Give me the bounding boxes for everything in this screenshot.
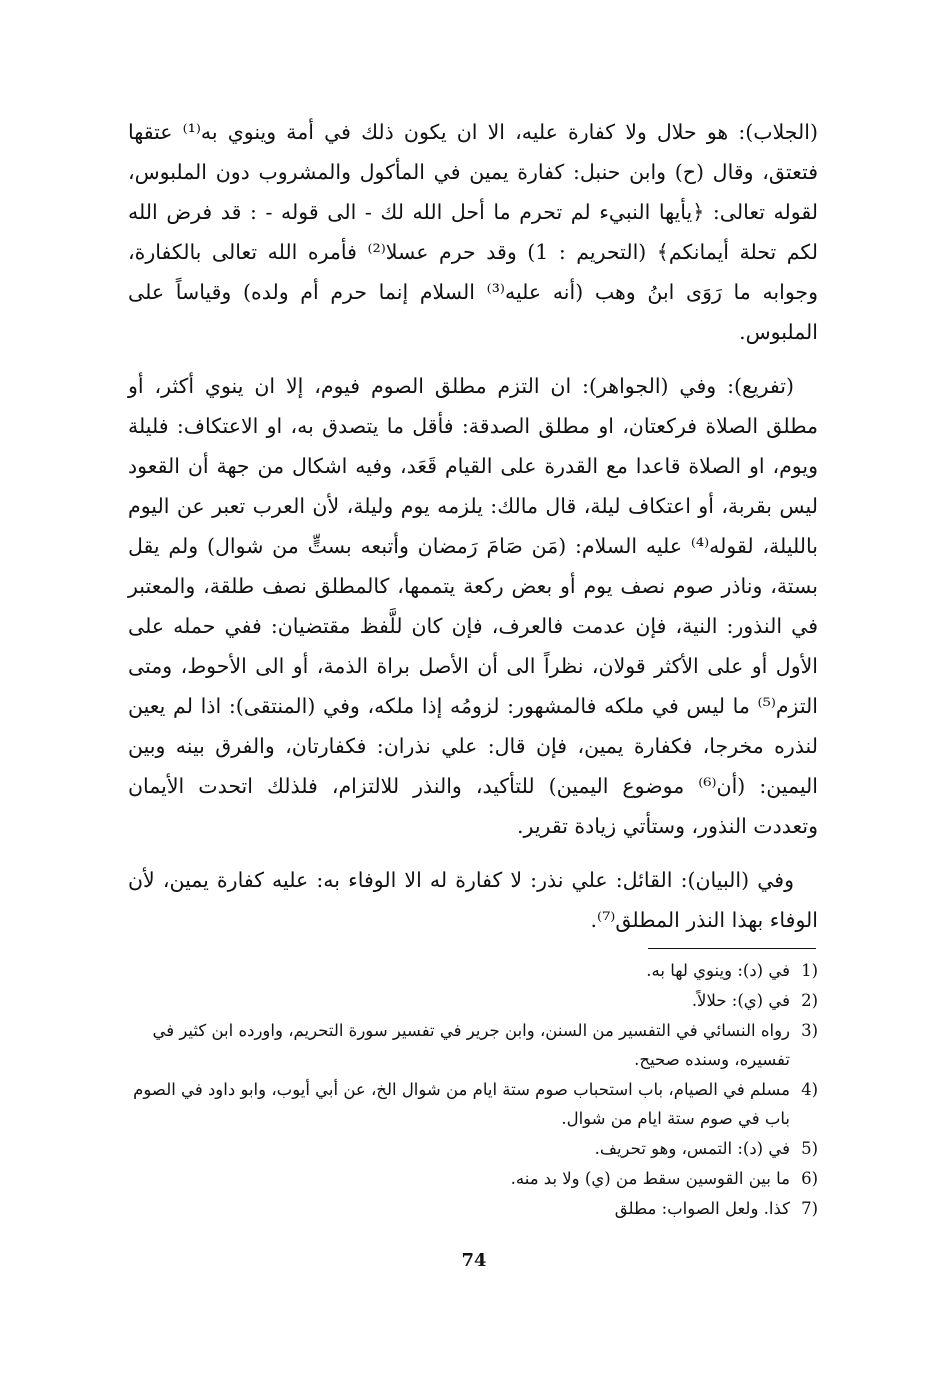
footnote-2 (112, 986, 818, 1015)
footnote-text: كذا. ولعل الصواب: مطلق (614, 1199, 790, 1218)
paragraph-jallab: (الجلاب): هو حلال ولا كفارة عليه، الا ان يكون ذلك في أمة وينوي به⁽¹⁾ عتقها فتعتق، وقال (ح) وابن حنبل: كفارة يمين في المأكول والمشروب دون الملبوس، لقوله تعالى: ﴿يأيها النبيء لم تحرم ما أحل الله لك - الى قوله - : قد فرض الله لكم تحلة أيمانكم﴾ (التحريم : 1) وقد حرم عسلا⁽²⁾ فأمره الله تعالى بالكفارة، وجوابه ما رَوَى ابنُ وهب (أنه عليه⁽³⁾ السلام إنما حرم أم ولده) وقياساً على الملبوس. (128, 120, 818, 344)
footnote-separator (648, 948, 816, 949)
paragraph-bayan: وفي (البيان): القائل: علي نذر: لا كفارة له الا الوفاء به: عليه كفارة يمين، لأن الوفاء بهذا النذر المطلق⁽⁷⁾. (128, 868, 818, 932)
footnote-number: (1 (801, 961, 818, 980)
footnote-number: (2 (801, 991, 818, 1010)
footnote-number: (7 (801, 1199, 818, 1218)
footnote-6 (112, 1164, 818, 1193)
footnote-number: (5 (801, 1139, 818, 1158)
main-text (128, 112, 818, 940)
footnote-5 (112, 1134, 818, 1163)
page-number: 74 (461, 1250, 487, 1271)
footnote-text: ما بين القوسين سقط من (ي) ولا بد منه. (510, 1169, 790, 1188)
footnote-text: في (د): وينوي لها به. (646, 961, 790, 980)
footnote-7 (112, 1194, 818, 1223)
paragraph-tafri: (تفريع): وفي (الجواهر): ان التزم مطلق الصوم فيوم، إلا ان ينوي أكثر، أو مطلق الصلاة فركعتان، او مطلق الصدقة: فأقل ما يتصدق به، او الاعتكاف: فليلة ويوم، او الصلاة قاعدا مع القدرة على القيام قَعَد، وفيه اشكال من جهة أن القعود ليس بقربة، أو اعتكاف ليلة، قال مالك: يلزمه يوم وليلة، لأن العرب تعبر عن اليوم بالليلة، لقوله⁽⁴⁾ عليه السلام: (مَن صَامَ رَمضان وأتبعه بستٍّ من شوال) ولم يقل بستة، وناذر صوم نصف يوم أو بعض ركعة يتممها، كالمطلق نصف طلقة، والمعتبر في النذور: النية، فإن عدمت فالعرف، فإن كان للَّفظ مقتضيان: ففي حمله على الأول أو على الأكثر قولان، نظراً الى أن الأصل براة الذمة، أو الى الأحوط، ومتى التزم⁽⁵⁾ ما ليس في ملكه فالمشهور: لزومُه إذا ملكه، وفي (المنتقى): اذا لم يعين لنذره مخرجا، فكفارة يمين، فإن قال: علي نذران: فكفارتان، والفرق بينه وبين اليمين: (أن⁽⁶⁾ موضوع اليمين) للتأكيد، والنذر للالتزام، فلذلك اتحدت الأيمان وتعددت النذور، وستأتي زيادة تقرير. (128, 374, 818, 838)
footnote-number: (6 (801, 1169, 818, 1188)
footnote-text: في (د): التمس، وهو تحريف. (594, 1139, 790, 1158)
footnote-1 (112, 956, 818, 985)
footnote-text: رواه النسائي في التفسير من السنن، وابن جرير في تفسير سورة التحريم، واورده ابن كثير في تفسيره، وسنده صحيح. (152, 1021, 790, 1069)
footnote-number: (4 (801, 1080, 818, 1099)
footnote-number: (3 (801, 1021, 818, 1040)
footnotes (112, 956, 818, 1224)
footnote-3 (112, 1016, 818, 1074)
footnote-text: في (ي): حلالاً. (691, 991, 790, 1010)
footnote-4 (112, 1075, 818, 1133)
footnote-text: مسلم في الصيام، باب استحباب صوم ستة ايام من شوال الخ، عن أبي أيوب، وابو داود في الصوم باب في صوم ستة ايام من شوال. (133, 1080, 790, 1128)
